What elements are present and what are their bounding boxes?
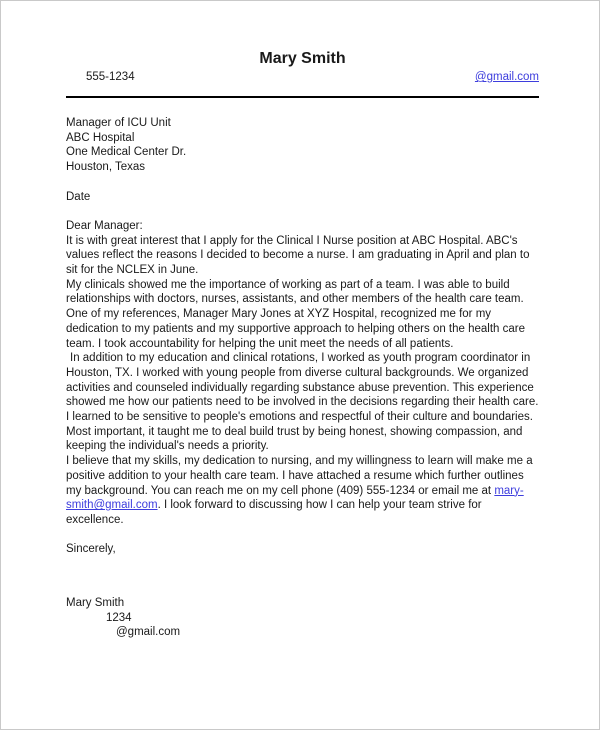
- date-placeholder: Date: [66, 190, 91, 203]
- paragraph-contact-text-after: . I look forward to discussing how I can help your team strive for excellence.: [66, 499, 482, 526]
- sender-phone: 555-1234: [86, 71, 135, 83]
- recipient-line: Manager of ICU Unit: [66, 117, 171, 129]
- sender-name-heading: Mary Smith: [259, 50, 346, 67]
- header-contact-row: [66, 70, 539, 85]
- paragraph-intro: It is with great interest that I apply for the Clinical I Nurse position at ABC Hospital. ABC's values reflect the reasons I decided to become a nurse. I am graduating in April and plan to sit for the NCLEX in June.: [66, 234, 530, 276]
- paragraph-contact: [66, 454, 539, 528]
- signature-phone-fragment: 1234: [106, 611, 132, 624]
- recipient-line: ABC Hospital: [66, 131, 135, 144]
- sender-email-link[interactable]: @gmail.com: [474, 71, 539, 83]
- signature-email-fragment: @gmail.com: [116, 626, 181, 639]
- recipient-line: Houston, Texas: [66, 161, 146, 174]
- closing-salutation: Sincerely,: [66, 543, 116, 556]
- body-email-link[interactable]: mary-smith@gmail.com: [66, 484, 524, 512]
- recipient-address-block: [66, 116, 539, 175]
- signature-name: Mary Smith: [66, 597, 125, 610]
- letter-body: [66, 116, 539, 640]
- paragraph-contact-text-before: I believe that my skills, my dedication to nursing, and my willingness to learn will make me a positive addition to your health care team. I have attached a resume which further outlines my background. You can reach me on my cell phone (409) 555-1234 or email me at: [66, 455, 533, 497]
- signature-block: [66, 596, 539, 640]
- paragraph-clinicals: My clinicals showed me the importance of working as part of a team. I was able to build relationships with doctors, nurses, assistants, and other members of the health care team. One of my references, Manager Mary Jones at XYZ Hospital, recognized me for my dedication to my patients and my supportive approach to helping others on the health care team. I took accountability for helping the unit meet the needs of all patients.: [66, 278, 526, 350]
- header-divider: [66, 96, 539, 98]
- recipient-line: One Medical Center Dr.: [66, 146, 187, 159]
- paragraph-experience: In addition to my education and clinical rotations, I worked as youth program coordinator in Houston, TX. I worked with young people from diverse cultural backgrounds. We organized activities and counseled individually regarding substance abuse prevention. This experience showed me how our patients need to be involved in the decisions regarding their health care. I learned to be sensitive to people's emotions and respectful of their culture and boundaries. Most important, it taught me to deal build trust by being honest, showing compassion, and keeping the individual's needs a priority.: [66, 352, 539, 453]
- salutation: Dear Manager:: [66, 219, 143, 232]
